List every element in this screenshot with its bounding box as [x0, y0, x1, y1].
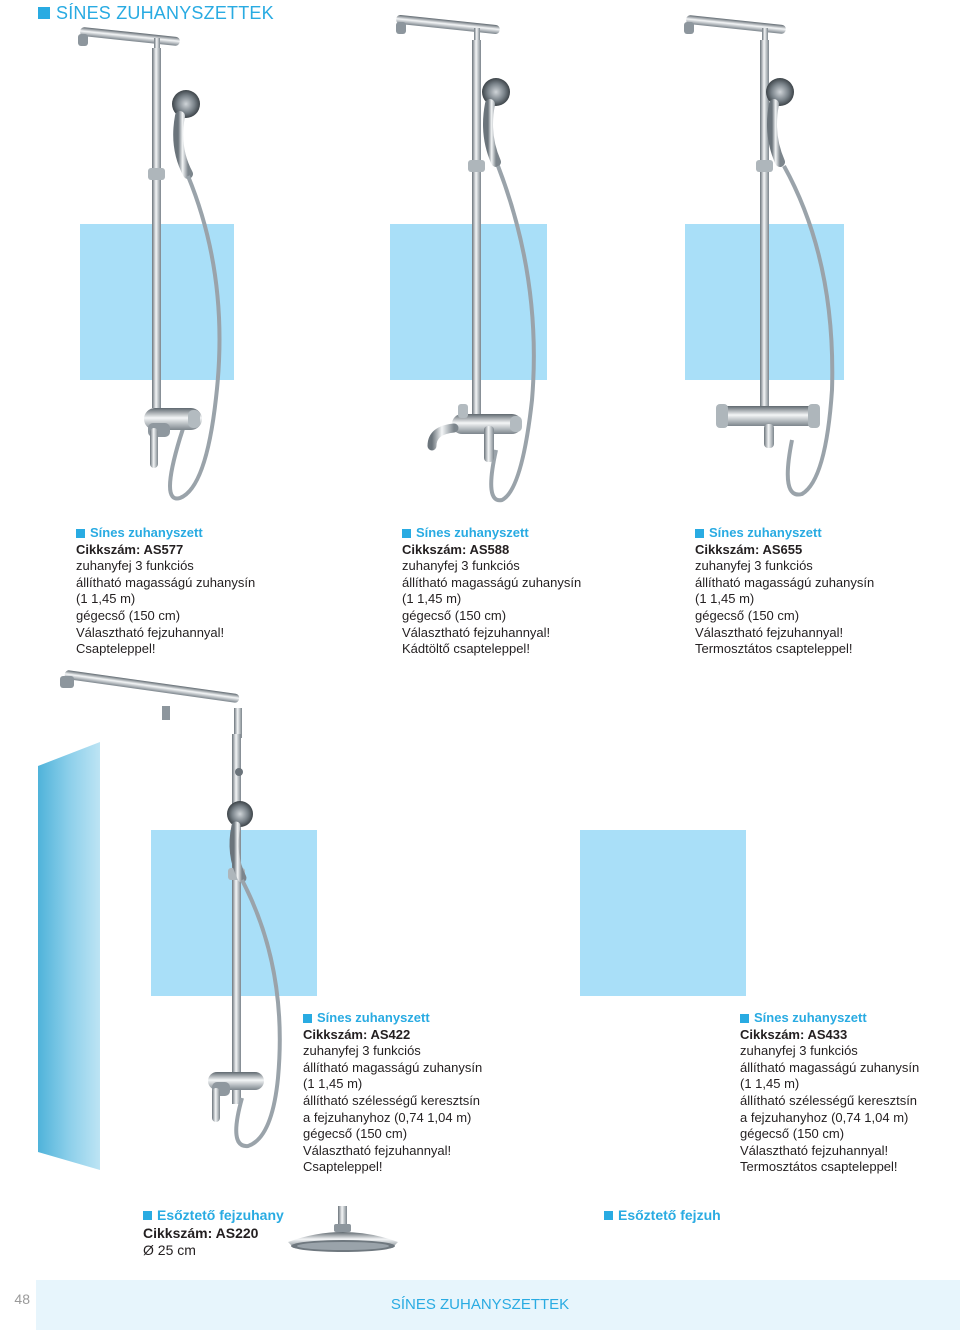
product-code: Cikkszám: AS433 [740, 1026, 848, 1042]
rain-showerhead-icon [286, 1206, 400, 1256]
spec-line: Csapteleppel! [303, 1159, 383, 1175]
product-5-backdrop [580, 830, 746, 996]
spec-line: Kádtöltő csapteleppel! [402, 641, 530, 657]
spec-line: a fejzuhanyhoz (0,74 1,04 m) [303, 1109, 472, 1125]
rain-shower-1-description [143, 1207, 284, 1260]
spec-line: (1 1,45 m) [740, 1076, 800, 1092]
bullet-square-icon [76, 529, 85, 538]
spec-line: Termosztátos csapteleppel! [695, 641, 853, 657]
spec-line: állítható magasságú zuhanysín [303, 1059, 483, 1075]
spec-line: zuhanyfej 3 funkciós [402, 558, 520, 574]
product-category: Sínes zuhanyszett [90, 525, 203, 540]
spec-line: Választható fejzuhannyal! [695, 624, 844, 640]
product-1-shower-icon [70, 18, 240, 508]
product-category: Esőztető fejzuh [618, 1207, 721, 1223]
bullet-square-icon [695, 529, 704, 538]
spec-line: állítható szélességű keresztsín [740, 1092, 918, 1108]
spec-line: állítható magasságú zuhanysín [402, 574, 582, 590]
product-code: Cikkszám: AS422 [303, 1026, 411, 1042]
product-category: Sínes zuhanyszett [709, 525, 822, 540]
product-category: Sínes zuhanyszett [317, 1010, 430, 1025]
bullet-square-icon [604, 1211, 613, 1220]
rain-shower-2-description [604, 1207, 721, 1225]
spec-line: Ø 25 cm [143, 1242, 196, 1258]
spec-line: Csapteleppel! [76, 641, 156, 657]
bullet-square-icon [143, 1211, 152, 1220]
spec-line: állítható magasságú zuhanysín [76, 574, 256, 590]
spec-line: a fejzuhanyhoz (0,74 1,04 m) [740, 1109, 909, 1125]
page-number: 48 [14, 1291, 30, 1307]
spec-line: (1 1,45 m) [76, 591, 136, 607]
product-3-description [695, 525, 874, 658]
spec-line: állítható magasságú zuhanysín [695, 574, 875, 590]
product-category: Esőztető fejzuhany [157, 1207, 284, 1223]
spec-line: zuhanyfej 3 funkciós [76, 558, 194, 574]
spec-line: állítható magasságú zuhanysín [740, 1059, 920, 1075]
spec-line: Választható fejzuhannyal! [402, 624, 551, 640]
spec-line: Választható fejzuhannyal! [76, 624, 225, 640]
product-code: Cikkszám: AS655 [695, 541, 803, 557]
product-2-shower-icon [392, 10, 562, 510]
header-square-icon [38, 7, 50, 19]
product-code: Cikkszám: AS220 [143, 1224, 259, 1241]
spec-line: gégecső (150 cm) [695, 607, 800, 623]
spec-line: zuhanyfej 3 funkciós [740, 1043, 858, 1059]
spec-line: gégecső (150 cm) [76, 607, 181, 623]
spec-line: gégecső (150 cm) [402, 607, 507, 623]
spec-line: (1 1,45 m) [695, 591, 755, 607]
product-3-shower-icon [676, 10, 856, 510]
spec-line: gégecső (150 cm) [303, 1126, 408, 1142]
product-category: Sínes zuhanyszett [416, 525, 529, 540]
spec-line: zuhanyfej 3 funkciós [695, 558, 813, 574]
bullet-square-icon [402, 529, 411, 538]
footer-title: SÍNES ZUHANYSZETTEK [390, 1296, 570, 1313]
spec-line: Választható fejzuhannyal! [303, 1142, 452, 1158]
product-category: Sínes zuhanyszett [754, 1010, 867, 1025]
bullet-square-icon [303, 1014, 312, 1023]
product-2-description [402, 525, 581, 658]
bullet-square-icon [740, 1014, 749, 1023]
spec-line: állítható szélességű keresztsín [303, 1092, 481, 1108]
spec-line: Választható fejzuhannyal! [740, 1142, 889, 1158]
page-title: SÍNES ZUHANYSZETTEK [56, 2, 274, 23]
product-code: Cikkszám: AS577 [76, 541, 184, 557]
spec-line: (1 1,45 m) [402, 591, 462, 607]
spec-line: zuhanyfej 3 funkciós [303, 1043, 421, 1059]
product-1-description [76, 525, 255, 658]
product-4-shower-icon [58, 668, 298, 1168]
product-code: Cikkszám: AS588 [402, 541, 510, 557]
spec-line: Termosztátos csapteleppel! [740, 1159, 898, 1175]
product-5-description [740, 1010, 919, 1176]
spec-line: gégecső (150 cm) [740, 1126, 845, 1142]
product-4-description [303, 1010, 482, 1176]
spec-line: (1 1,45 m) [303, 1076, 363, 1092]
